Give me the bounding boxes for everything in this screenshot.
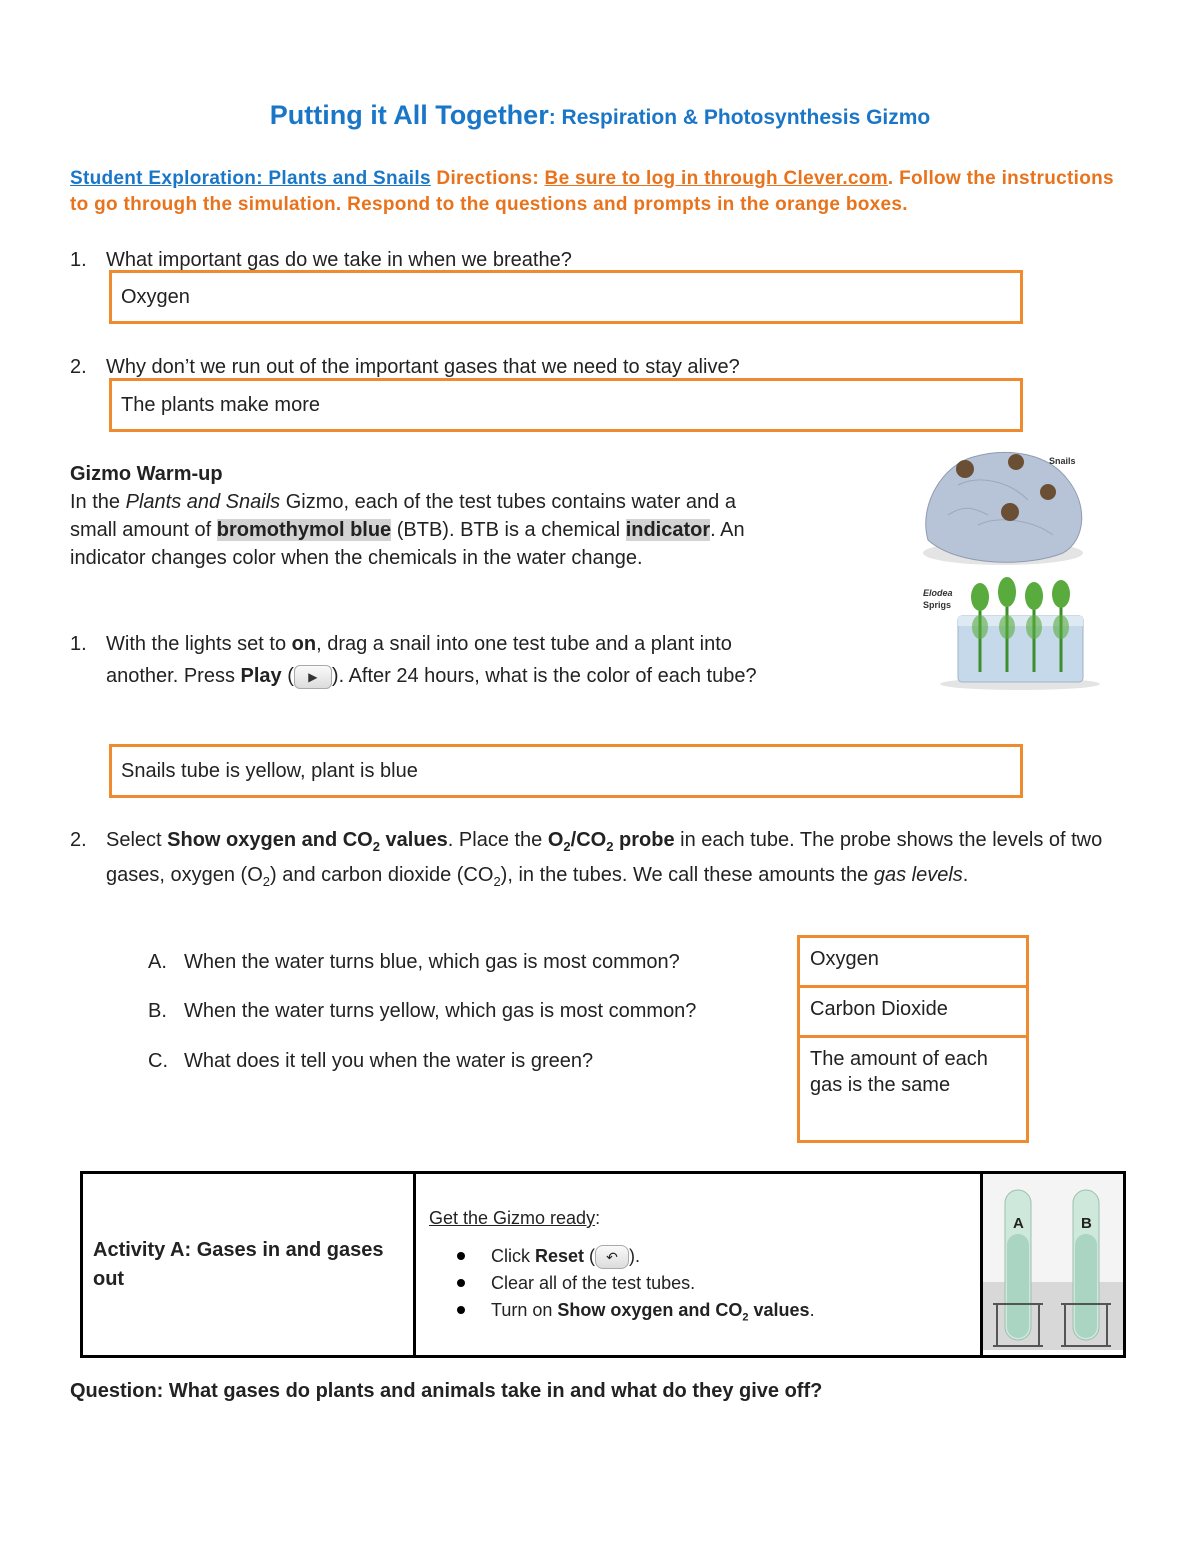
snails-label: Snails [1049, 456, 1076, 466]
test-tubes-illustration [983, 1174, 1123, 1350]
wq2-bold-4: /CO [570, 829, 607, 851]
q2-number: 2. [70, 356, 87, 378]
answer-box-a[interactable]: Oxygen [797, 935, 1029, 988]
page-title [0, 100, 1200, 131]
elodea-label-1: Elodea [923, 588, 953, 598]
tube-a-label: A [1013, 1215, 1024, 1232]
wq1-text-1: With the lights set to [106, 633, 292, 655]
answer-box-1[interactable]: Oxygen [109, 270, 1023, 324]
wq2-bold-2: values [379, 829, 448, 851]
bullet-reset-end: ). [629, 1246, 641, 1266]
subquestion-b [148, 1000, 696, 1023]
clever-link[interactable]: Be sure to log in through Clever.com [544, 168, 888, 189]
wq1-on: on [291, 633, 317, 655]
bullet-show-text: Turn on [491, 1300, 558, 1320]
question-2 [70, 353, 740, 381]
subq-b-letter: B. [148, 1000, 167, 1022]
bullet-clear-text: Clear all of the test tubes. [491, 1273, 696, 1293]
wq1-text-3: ( [281, 665, 294, 687]
wq1-text-4: ). After 24 hours, what is the color of each tube? [331, 665, 757, 687]
subq-a-letter: A. [148, 951, 167, 973]
answer-box-b[interactable]: Carbon Dioxide [797, 985, 1029, 1038]
activity-title: Activity A: Gases in and gases out [93, 1238, 384, 1290]
subq-a-text: When the water turns blue, which gas is most common? [184, 951, 680, 973]
warmup-text-4: . An indicator changes color when the chemicals in the water change. [70, 519, 745, 569]
directions-rest: . Follow the instructions to go through the simulation. Respond to the questions and prompts in the orange boxes. [70, 168, 1114, 215]
subquestion-c [148, 1050, 593, 1073]
warmup-paragraph [70, 488, 780, 572]
wq1-play: Play [240, 665, 282, 687]
wq2-sub-1: 2 [372, 839, 380, 854]
wq2-bold-5: probe [613, 829, 675, 851]
warmup-text-2: Gizmo, each of the test tubes contains water and a small amount of [70, 491, 736, 541]
bullet-show-bold: Show oxygen and CO [557, 1300, 743, 1320]
bullet-show [417, 1297, 979, 1332]
answer-box-2[interactable]: The plants make more [109, 378, 1023, 432]
warmup-text-1: In the [70, 491, 126, 513]
tube-b-label: B [1081, 1215, 1092, 1232]
wq2-number: 2. [70, 829, 87, 851]
btb-highlight: bromothymol blue [216, 519, 392, 541]
bullet-show-end: . [809, 1300, 815, 1320]
reset-icon: ↶ [595, 1245, 629, 1269]
answer-box-warmup-1[interactable]: Snails tube is yellow, plant is blue [109, 744, 1023, 798]
wq2-sub-2: 2 [563, 839, 571, 854]
wq2-sub-5: 2 [493, 874, 501, 889]
bullet-reset-paren: ( [584, 1246, 596, 1266]
bullet-reset-bold: Reset [535, 1246, 585, 1266]
answer-box-c[interactable]: The amount of each gas is the same [797, 1035, 1029, 1143]
subq-b-text: When the water turns yellow, which gas is most common? [184, 1000, 697, 1022]
wq2-text-4: in each tube. The probe shows the levels of two gases, oxygen (O [106, 829, 1103, 886]
wq2-sub-4: 2 [262, 874, 270, 889]
q2-text: Why don’t we run out of the important gases that we need to stay alive? [106, 356, 740, 378]
warmup-text-3: (BTB). BTB is a chemical [391, 519, 626, 541]
wq2-gas-levels: gas levels [873, 864, 963, 886]
activity-table [80, 1171, 1126, 1358]
gizmo-name: Plants and Snails [125, 491, 281, 513]
elodea-tank-illustration [918, 572, 1118, 692]
subq-c-text: What does it tell you when the water is green? [184, 1050, 594, 1072]
warmup-question-2 [70, 826, 1140, 896]
bullet-reset [417, 1243, 979, 1270]
gizmo-ready-label: Get the Gizmo ready [429, 1208, 596, 1228]
wq2-text-6: ), in the tubes. We call these amounts the [500, 864, 874, 886]
gizmo-ready-colon: : [595, 1208, 601, 1228]
subquestion-a [148, 951, 680, 974]
closing-question: Question: What gases do plants and animals take in and what do they give off? [70, 1380, 823, 1402]
activity-instructions-cell [415, 1173, 982, 1357]
exploration-link[interactable]: Student Exploration: Plants and Snails [70, 168, 431, 189]
wq2-text-1: Select [106, 829, 168, 851]
wq2-text-3: . Place the [447, 829, 548, 851]
wq2-bold-3: O [547, 829, 564, 851]
warmup-section [70, 460, 790, 572]
directions-label: Directions: [430, 168, 545, 189]
wq2-sub-3: 2 [606, 839, 614, 854]
bullet-show-sub: 2 [742, 1311, 749, 1324]
title-main: Putting it All Together [269, 100, 549, 130]
bullet-reset-text: Click [491, 1246, 535, 1266]
warmup-heading: Gizmo Warm-up [70, 463, 223, 485]
play-icon: ▶ [294, 665, 332, 689]
activity-image-cell [982, 1173, 1125, 1357]
wq2-bold-1: Show oxygen and CO [167, 829, 373, 851]
wq2-text-5: ) and carbon dioxide (CO [269, 864, 494, 886]
snails-rock-illustration [918, 445, 1118, 580]
q1-text: What important gas do we take in when we breathe? [106, 249, 572, 271]
warmup-question-1 [70, 628, 770, 692]
q1-number: 1. [70, 249, 87, 271]
directions [70, 166, 1135, 218]
wq1-text-2: , drag a snail into one test tube and a plant into another. Press [106, 633, 732, 687]
wq2-text-7: . [962, 864, 969, 886]
wq1-number: 1. [70, 633, 87, 655]
bullet-show-bold-2: values [748, 1300, 810, 1320]
activity-title-cell [82, 1173, 415, 1357]
bullet-clear [417, 1270, 979, 1297]
title-sub: : Respiration & Photosynthesis Gizmo [548, 106, 931, 129]
subq-c-letter: C. [148, 1050, 168, 1072]
indicator-highlight: indicator [625, 519, 711, 541]
gizmo-ready-heading [429, 1208, 979, 1229]
elodea-label-2: Sprigs [923, 600, 952, 610]
